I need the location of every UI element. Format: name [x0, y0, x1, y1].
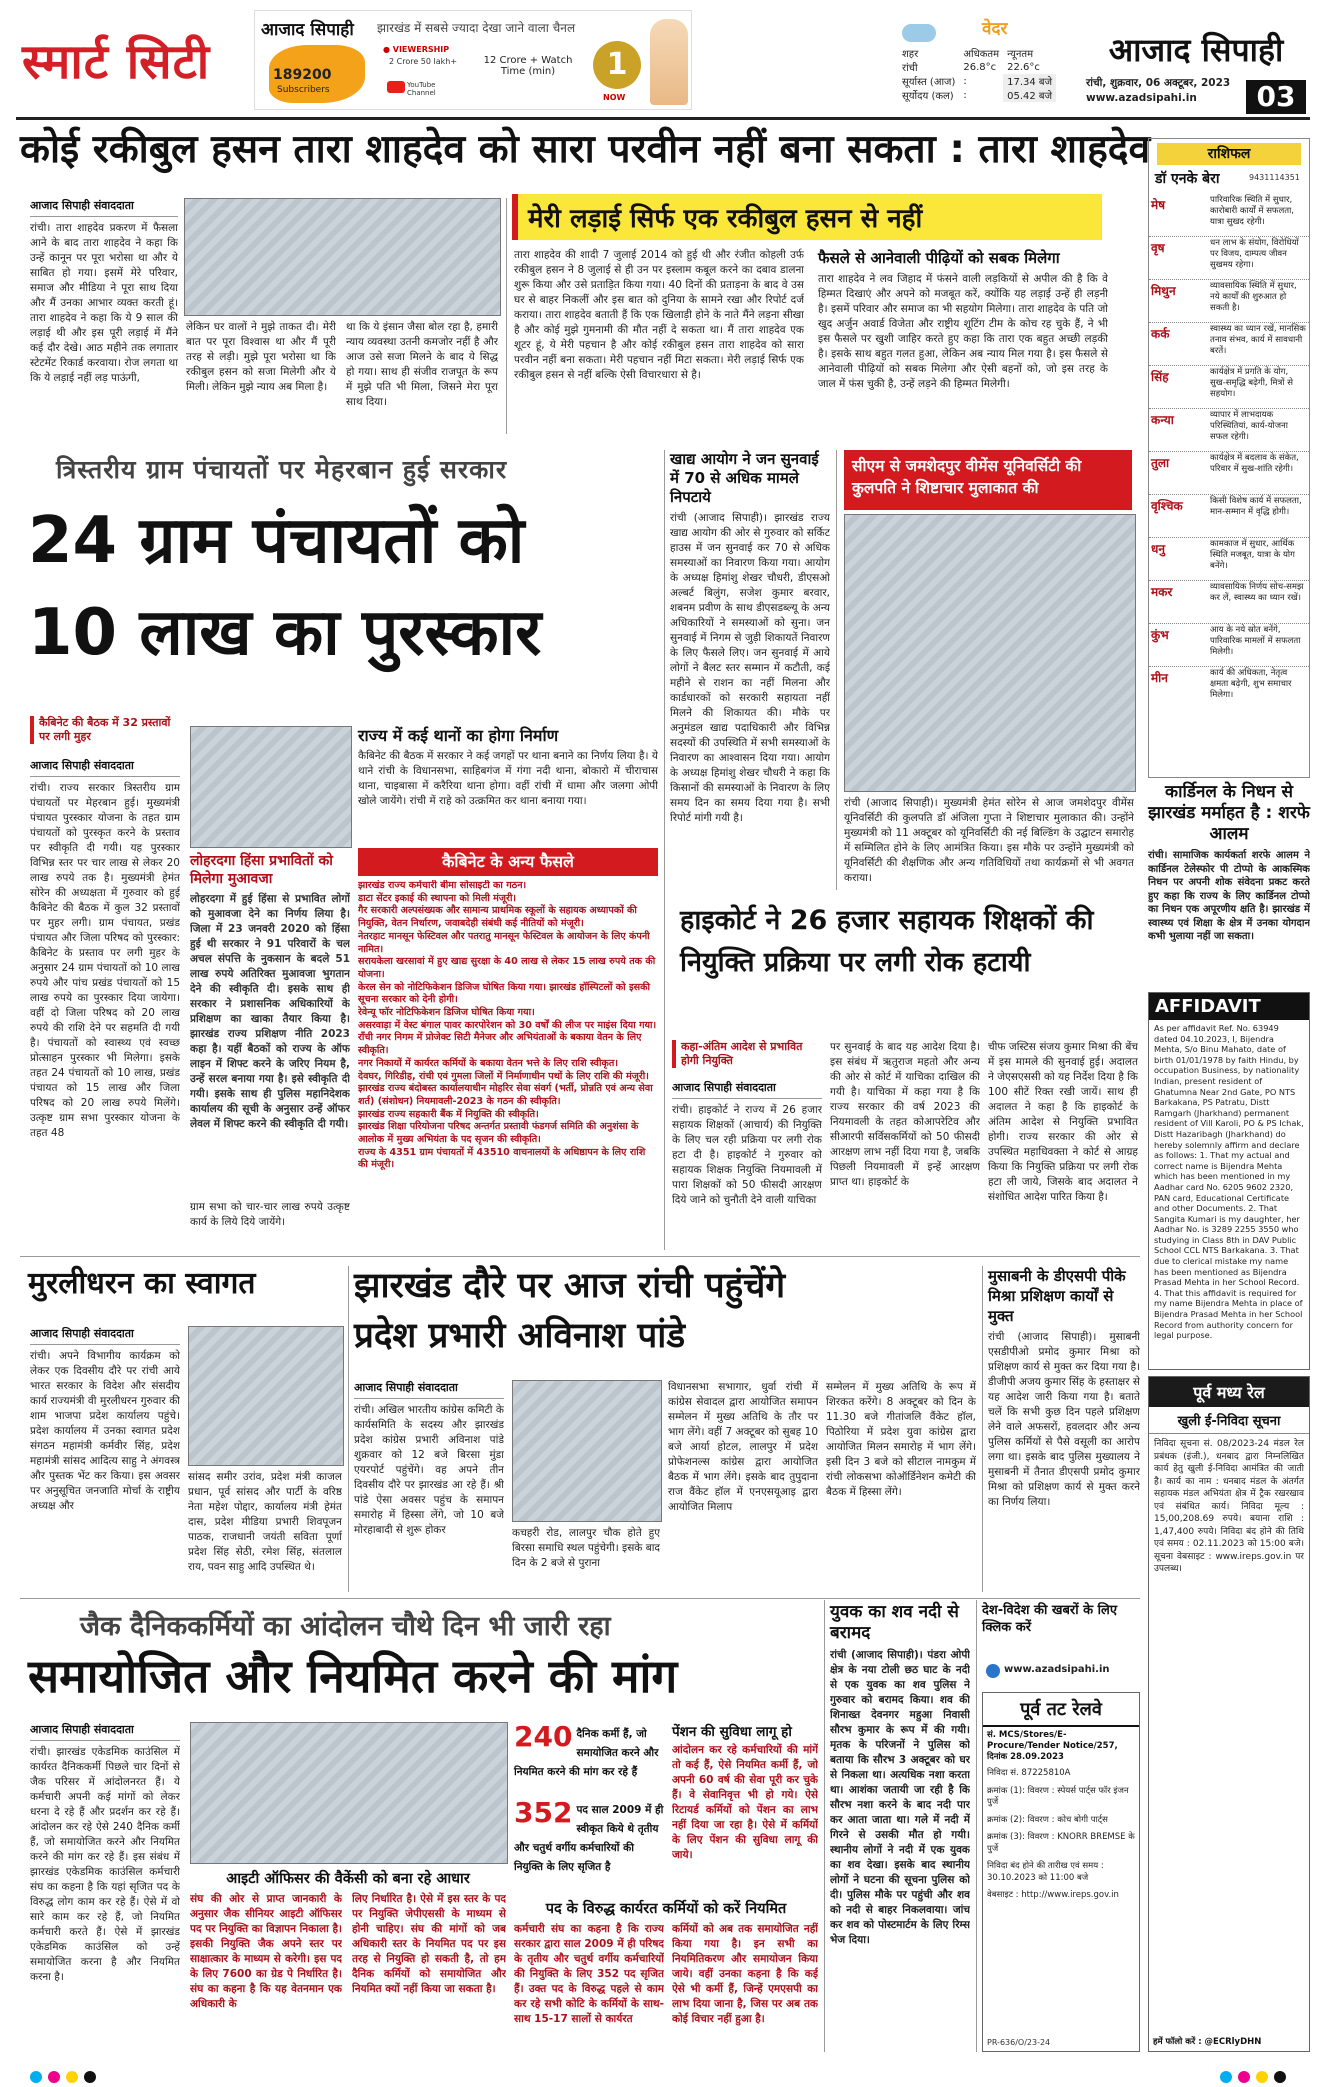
decision-item: नगर निकायों में कार्यरत कर्मियों के बकाया वेतन भत्ते के लिए राशि स्वीकृत।	[358, 1057, 618, 1069]
tender-line: निविदा बंद होने की तारीख एवं समय : 30.10.2023 को 11:00 बजे	[987, 1861, 1104, 1883]
pension-box	[672, 1722, 818, 1892]
sign-text: पारिवारिक स्थिति में सुधार, कारोबारी कार्यों में सफलता, यात्रा सुखद रहेगी।	[1210, 195, 1295, 227]
sign-text: आय के नये स्रोत बनेंगे, पारिवारिक मामलों में सफलता मिलेगी।	[1210, 625, 1301, 657]
weather-cell: 17.34 बजे	[1003, 74, 1056, 88]
sign-name: मकर	[1151, 585, 1173, 599]
tender-line[interactable]: वेबसाइट : http://www.ireps.gov.in	[987, 1890, 1119, 1900]
byline: आजाद सिपाही संवाददाता	[30, 198, 178, 217]
musabani-story	[988, 1266, 1140, 1592]
tender-ncr	[1148, 1376, 1310, 2052]
decision-item: डाटा सेंटर इकाई की स्थापना को मिली मंजूरी।	[358, 892, 517, 904]
story1-col4: तारा शाहदेव की शादी 7 जुलाई 2014 को हुई थी और रंजीत कोहली उर्फ रकीबुल हसन ने 8 जुलाई से ही उन पर इस्लाम कबूल करने का दबाव डालना शुरू किया और उसे प्रताड़ित किया गया। 40 दिनों की प्रताड़ना के बाद वे उस घर से बाहर निकलीं और इस बात को दुनिया के सामने रखा और रिपोर्ट दर्ज कराया। तारा शाहदेव बताती हैं कि एक खिलाड़ी होने के नाते मैंने लड़ना सीखा है और कोई मुझे गुमनामी की मौत नहीं दे सकता था। मैं तारा शाहदेव एक शूटर हूं, ये मेरी पहचान है और कोई रकीबुल हसन तारा शाहदेव को सारा परवीन नहीं बना सकता। मेरी पहचान नहीं मिटा सकता। मेरी लड़ाई सिर्फ एक रकीबुल हसन से नहीं बल्कि ऐसी विचारधारा से है।	[514, 249, 804, 381]
decision-item: सरायकेला खरसावां में हुए खाद्य सुरक्षा के 40 लाख से लेकर 15 लाख रुपये तक की योजना।	[358, 956, 656, 980]
ad-youtube: YouTube Channel	[407, 81, 436, 97]
header-rule	[16, 117, 1310, 120]
stat1-text: दैनिक कर्मी हैं, जो समायोजित करने और नियमित करने की मांग कर रहे हैं	[514, 1728, 659, 1778]
tender-line: क्रमांक (2): विवरण : कोच बोगी पार्ट्स	[987, 1814, 1108, 1825]
rashifal-box	[1148, 138, 1310, 778]
thana-head: राज्य में कई थानों का होगा निर्माण	[358, 726, 559, 745]
post-col2: कर्मियों को अब तक समायोजित नहीं किया गया है। इन सभी का नियमितिकरण और समायोजन किया जाये। वहीं उनका कहना है कि कई ऐसे भी कर्मी हैं, जिन्हें एमएसपी का लाभ दिया जाना है, जिस पर अब तक कोई विचार नहीं हुआ है।	[672, 1923, 818, 2025]
musabani-text: रांची (आजाद सिपाही)। मुसाबनी एसडीपीओ प्रमोद कुमार मिश्रा को प्रशिक्षण कार्य से मुक्त कर दिया गया है। डीजीपी अजय कुमार सिंह के हस्ताक्षर से यह आदेश जारी किया गया है। बताते चलें कि सभी कुछ दिन पहले प्रशिक्षण लेने वाले अफसरों, हवलदार और अन्य पुलिस कर्मियों से पैसे वसूली का आरोप लगा था। इसके बाद पुलिस मुख्यालय ने मुसाबनी में तैनात डीएसपी प्रमोद कुमार मिश्रा को प्रशिक्षण कार्य से मुक्त करने का निर्णय लिया।	[988, 1331, 1140, 1508]
hc-text-1: रांची। हाइकोर्ट ने राज्य में 26 हजार सहायक शिक्षकों (आचार्य) की नियुक्ति के लिए चल रही प्रक्रिया पर लगी रोक हटा दी है। हाइकोर्ट ने गुरुवार को सहायक शिक्षक नियुक्ति नियमावली में पारा शिक्षकों को 50 फीसदी आरक्षण दिये जाने को चुनौती देने वाली याचिका	[672, 1104, 822, 1206]
sign-text: व्यावसायिक स्थिति में सुधार, नये कार्यों की शुरुआत हो सकती है।	[1210, 281, 1297, 313]
jack-headline: समायोजित और नियमित करने की मांग	[28, 1649, 678, 1703]
tender-line: क्रमांक (3): विवरण : KNORR BREMSE के पुर्जे	[987, 1832, 1135, 1854]
decision-item: झारखंड शिक्षा परियोजना परिषद अन्तर्गत प्रस्तावी फंडगर्ज समिति की अनुशंसा के आलोक में मुख्य अभियंता के पद सृजन की स्वीकृति।	[358, 1121, 639, 1146]
story1-text: रांची। तारा शाहदेव प्रकरण में फैसला आने के बाद तारा शाहदेव ने कहा कि उन्हें कानून पर पूरा भरोसा था और ये साबित हो गया। इसमें मेरे परिवार, समाज और मीडिया ने पूरा साथ दिया और मैं उनका आभार व्यक्त करती हूं। तारा शाहदेव ने कहा कि ये 9 साल की लड़ाई थी और इस पूरी लड़ाई में मैंने कई दौर देखे। आठ महीने तक लगातार स्टेटमेंट रिकार्ड करवाया। रोज लगता था कि ये लड़ाई नहीं लड़ पाऊंगी,	[30, 222, 178, 384]
pension-head: पेंशन की सुविधा लागू हो	[672, 1724, 792, 1740]
reg-mark-yellow	[1256, 2071, 1268, 2083]
sign-row	[1149, 623, 1309, 667]
murlidhar-col2: सांसद समीर उरांव, प्रदेश मंत्री काजल प्रधान, पूर्व सांसद और पार्टी के वरिष्ठ नेता महेश पोद्दार, कार्यालय मंत्री हेमंत दास, प्रदेश मीडिया प्रभारी शिवपूजन पाठक, राजधानी जयंती सविता पूर्णा प्रदेश सिंह सेठी, रमेश सिंह, संतलाल राय, पवन साहु आदि उपस्थित थे।	[188, 1471, 342, 1573]
panchayat-headline-1: 24 ग्राम पंचायतों को	[28, 504, 525, 578]
weather-cell: सूर्योदय (कल)	[902, 91, 954, 102]
sign-name: मिथुन	[1151, 284, 1176, 298]
tender-ncr-title: पूर्व मध्य रेल	[1149, 1377, 1309, 1407]
hc-text-3: चीफ जस्टिस संजय कुमार मिश्रा की बेंच में इस मामले की सुनवाई हुई। अदालत ने जेएसएससी को यह निर्देश दिया है कि 100 सीटें रिक्त रखी जायें। साथ ही अदालत ने कहा है कि हाइकोर्ट के अंतिम आदेश से नियुक्ति प्रभावित होगी। राज्य सरकार की ओर से उपस्थित महाधिवक्ता ने कोर्ट से आग्रह किया कि नियुक्ति प्रक्रिया पर लगी रोक हटा ली जाये, जिसके बाद अदालत ने संशोधित आदेश पारित किया है।	[988, 1041, 1138, 1203]
promo-text: देश-विदेश की खबरों के लिए क्लिक करें	[982, 1603, 1118, 1635]
panchayat-col1	[30, 758, 180, 1248]
divider	[20, 1598, 1140, 1599]
smart-city-logo: स्मार्ट सिटी	[22, 34, 211, 90]
weather-table	[898, 46, 1056, 102]
divider	[20, 1256, 1140, 1257]
panchayat-col2: ग्राम सभा को चार-चार लाख रुपये उत्कृष्ट कार्य के लिये दिये जायेंगे।	[190, 1201, 350, 1228]
photo-tara-shahdev	[184, 198, 501, 316]
sign-text: व्यावसायिक निर्णय सोच-समझ कर लें, स्वास्थ्य का ध्यान रखें।	[1210, 582, 1304, 603]
food-text: रांची (आजाद सिपाही)। झारखंड राज्य खाद्य आयोग की ओर से गुरुवार को सर्किट हाउस में जन सुनवाई कर 70 से अधिक समस्याओं का निवारण किया गया। आयोग के अध्यक्ष हिमांशु शेखर चौधरी, डीएसओ अल्बर्ट बिलुंग, सजेश कुमार बरवार, शबनम प्रवीण के साथ डीएसडब्ल्यू के अन्य अधिकारियों ने समस्याओं को सुना। जन सुनवाई में निगम से जुड़ी शिकायतें निवारण के लिए फैसले लिए। जन सुनवाई में आये लोगों ने बैलट स्तर सम्मान में कटौती, कई महीने से राशन का नहीं मिलना और कार्डधारकों को सरकारी सहायता नहीं मिलने की शिकायत की। मौके पर अनुमंडल खाद्य पदाधिकारी और विभिन्न सदस्यों की उपस्थिति में सभी समस्याओं के निवारण का आश्वासन दिया गया। आयोग के अध्यक्ष हिमांशु शेखर चौधरी ने कहा कि किसानों की समस्याओं के निवारण के लिए समय दिन का समय दिया गया है। सभी रिपोर्ट मांगी गयी है।	[670, 512, 830, 824]
promo-url[interactable]: www.azadsipahi.in	[1004, 1664, 1110, 1675]
sign-row	[1149, 537, 1309, 581]
affidavit-text: As per affidavit Ref. No. 63949 dated 04.10.2023, I, Bijendra Mehta, S/o Binu Mahato, date of birth 01/01/1978 by faith Hindu, by occupation Business, by nationality Indian, present resident of Ghatumna Near 2nd Gate, PO NTS Barkakana, PS Patratu, Distt Ramgarh (Jharkhand) permanent resident of Vill Karoli, PO & PS Ichak, Distt Hazaribagh (Jharkhand) do hereby solemnly affirm and declare as follows: 1. That my actual and correct name is Bijendra Mehta which has been mentioned in my Aadhar card No. 6205 9602 2320, PAN card, Educational Certificate and other Documents. 2. That Sangita Kumari is my daughter, her Aadhar No. is 3289 2255 3550 who studying in Class 8th in DAV Public School CCL NTS Barkakana. 3. That due to clerical mistake my name has been mentioned as Bijendra Prasad Mehta in her School Record. 4. That this affidavit is required for my name Bijendra Mehta in place of Bijendra Prasad Mehta in her School Record from authority concern for legal purpose.	[1154, 1023, 1304, 1341]
divider	[976, 1600, 977, 2052]
photo-murlidhar	[188, 1326, 344, 1466]
panchayat-text: रांची। राज्य सरकार त्रिस्तरीय ग्राम पंचायतों पर मेहरबान हुई। मुख्यमंत्री पंचायत पुरस्कार योजना के तहत ग्राम पंचायतों को पुरस्कृत करने के प्रस्ताव पर स्वीकृति दी गयी। यह पुरस्कार विभिन्न स्तर पर चार लाख से लेकर 20 लाख रुपये तक है। मुख्यमंत्री हेमंत सोरेन की अध्यक्षता में गुरुवार को हुई कैबिनेट की बैठक में कुल 32 प्रस्तावों पर मुहर लगी। ग्राम पंचायत, प्रखंड पंचायत और जिला परिषद को पुरस्कार: कैबिनेट के प्रस्ताव पर लगी मुहर के अनुसार 24 ग्राम पंचायतों को 10 लाख रुपये और पांच प्रखंड पंचायतों को 15 लाख रुपये का पुरस्कार दिया जायेगा। वहीं दो जिला परिषद को 20 लाख रुपये की राशि देने पर सहमति दी गयी है। पंचायतों को स्वास्थ्य एवं स्वच्छ प्रोत्साहन पुरस्कार भी मिलेगा। इसके तहत 24 पंचायतों को 10 लाख, प्रखंड पंचायत को 15 लाख और जिला परिषद को 20 लाख रुपये मिलेंगे। उत्कृष्ट ग्राम सभा पुरस्कार योजना के तहत 48	[30, 782, 180, 1139]
sign-name: वृष	[1151, 241, 1165, 255]
thana-box	[358, 724, 658, 842]
sign-name: धनु	[1151, 542, 1166, 556]
post-head: पद के विरुद्ध कार्यरत कर्मियों को करें नियमित	[545, 1901, 787, 1917]
story1-col5-head: फैसले से आनेवाली पीढ़ियों को सबक मिलेगा	[818, 249, 1060, 267]
story1-subhead-box	[512, 194, 1102, 240]
sign-row	[1149, 279, 1309, 323]
date-line: रांची, शुक्रवार, 06 अक्टूबर, 2023	[1086, 77, 1231, 89]
decision-item: झारखंड राज्य सहकारी बैंक में नियुक्ति की स्वीकृति।	[358, 1108, 539, 1120]
divider	[836, 450, 837, 890]
byline: आजाद सिपाही संवाददाता	[30, 1722, 180, 1741]
sign-text: कार्यक्षेत्र में बदलाव के संकेत, परिवार में सुख-शांति रहेगी।	[1210, 453, 1299, 474]
sign-text: व्यापार में लाभदायक परिस्थितियां, कार्य-योजना सफल रहेगी।	[1210, 410, 1288, 442]
tender-line: निविदा सं. 87225810A	[987, 1768, 1071, 1778]
decision-item: नेतरहाट मानसून फेस्टिवल और पतरातु मानसून फेस्टिवल के आयोजन के लिए कंपनी नामित।	[358, 930, 650, 955]
lohardaga-box	[190, 852, 350, 1192]
ad-person	[650, 19, 688, 105]
tender-line: क्रमांक (1): विवरण : स्पेयर्स पार्ट्स फॉर इंजन पुर्जे	[987, 1785, 1129, 1807]
main-headline: कोई रकीबुल हसन तारा शाहदेव को सारा परवीन नहीं बना सकता : तारा शाहदेव	[20, 127, 1151, 172]
story1-col5	[818, 248, 1108, 434]
it-col2: लिए निर्धारित है। ऐसे में इस स्तर के पद पर नियुक्ति जेपीएससी के माध्यम से होनी चाहिए। संघ की मांगों को जब अधिकारी स्तर के नियमित पद पर इस तरह से नियुक्ति हो सकती है, तो हम दैनिक कर्मियों को समायोजित और नियमित क्यों नहीं किया जा सकता है।	[352, 1893, 506, 1995]
story1-sub-headline: मेरी लड़ाई सिर्फ एक रकीबुल हसन से नहीं	[528, 204, 923, 234]
story1-col3: था कि ये इंसान जैसा बोल रहा है, हमारी न्याय व्यवस्था उतनी कमजोर नहीं है और आज उसे सजा मिलने के बाद ये सिद्ध हो गया। साथ ही संजीव राजपूत के रूप में मुझे पति भी मिला, जिसने मेरा पूरा साथ दिया।	[346, 321, 498, 408]
ad-rank-badge	[593, 41, 641, 89]
avinash-headline-2: प्रदेश प्रभारी अविनाश पांडे	[354, 1316, 686, 1356]
jack-text: रांची। झारखंड एकेडमिक काउंसिल में कार्यरत दैनिककर्मी पिछले चार दिनों से जैक परिसर में आंदोलनरत हैं। ये कर्मचारी अपनी कई मांगों को लेकर धरना दे रहे हैं और प्रदर्शन कर रहे हैं। आंदोलन कर रहे ऐसे 240 दैनिक कर्मी हैं, जो समायोजित करने और नियमित करने की मांग कर रहे हैं। इस संबंध में झारखंड एकेडमिक काउंसिल कर्मचारी संघ का कहना है कि यहां सृजित पद के विरुद्ध लोग काम कर रहे हैं। ऐसे में वो सारे काम कर रहे हैं, जो नियमित कर्मचारी करते हैं। ऐसे में झारखंड एकेडमिक काउंसिल को उन्हें समायोजित करना है और नियमित करना है।	[30, 1746, 180, 1983]
musabani-headline: मुसाबनी के डीएसपी पीके मिश्रा प्रशिक्षण कार्यों से मुक्त	[988, 1267, 1126, 1325]
sign-row	[1149, 451, 1309, 495]
reg-mark-black	[84, 2071, 96, 2083]
sign-name: वृश्चिक	[1151, 499, 1183, 513]
divider	[664, 450, 665, 1250]
weather-title: वेदर	[982, 19, 1008, 39]
sign-text: कार्यक्षेत्र में प्रगति के योग, सुख-समृद्धि बढ़ेगी, मित्रों से सहयोग।	[1210, 367, 1293, 399]
reg-mark-black	[1274, 2071, 1286, 2083]
stat2-number: 352	[514, 1796, 573, 1829]
ad-watch: 12 Crore + Watch Time (min)	[483, 55, 573, 77]
other-decisions-list	[358, 880, 658, 1246]
globe-icon	[986, 1664, 1000, 1678]
avinash-col1	[354, 1380, 504, 1592]
avinash-text-1: रांची। अखिल भारतीय कांग्रेस कमिटी के कार्यसमिति के सदस्य और झारखंड प्रदेश कांग्रेस प्रभारी अविनाश पांडे शुक्रवार को 12 बजे बिरसा मुंडा एयरपोर्ट पहुंचेंगे। वह अपने तीन दिवसीय दौरे पर झारखंड आ रहे हैं। श्री पांडे ऐसा अवसर पहुंच के समापन समारोह में हिस्सा लेंगे, जो 10 बजे मोरहाबादी से शुरू होकर	[354, 1404, 504, 1536]
ad-tagline: झारखंड में सबसे ज्यादा देखा जाने वाला चैनल	[377, 21, 576, 35]
photo-cm-meeting	[844, 514, 1136, 792]
lohardaga-head: लोहरदगा हिंसा प्रभावितों को मिलेगा मुआवजा	[190, 853, 333, 887]
it-head: आइटी ऑफिसर की वैकेंसी को बना रहे आधार	[226, 1871, 470, 1887]
weather-row	[898, 60, 1056, 74]
sign-row	[1149, 408, 1309, 452]
weather-header: शहर	[902, 49, 919, 60]
tender-ncr-subtitle: खुली ई-निविदा सूचना	[1149, 1407, 1309, 1434]
reg-mark-cyan	[1220, 2071, 1232, 2083]
masthead: आजाद सिपाही	[1108, 31, 1284, 69]
weather-cell: सूर्यास्त (आज)	[902, 77, 956, 88]
tender-ecr	[982, 1692, 1140, 2052]
ad-rank: 1	[606, 47, 628, 82]
decision-item: राज्य के 4351 ग्राम पंचायतों में 43510 वाचनालयों के अधिष्ठापन के लिए राशि की मंजूरी।	[358, 1146, 646, 1171]
weather-header: न्यूनतम	[1007, 49, 1034, 60]
decision-item: देवघर, गिरिडीह, रांची एवं गुमला जिलों में निर्माणाधीन पथों के लिए राशि की मंजूरी।	[358, 1070, 649, 1082]
youtube-icon	[387, 81, 405, 93]
youth-story	[830, 1602, 970, 2052]
affidavit-box	[1148, 992, 1310, 1370]
divider	[824, 1600, 825, 2052]
photo-jack-protest	[190, 1722, 508, 1864]
weather-cell: रांची	[902, 63, 918, 74]
sign-row	[1149, 494, 1309, 538]
thana-text: कैबिनेट की बैठक में सरकार ने कई जगहों पर थाना बनाने का निर्णय लिया है। ये थाने रांची के विधानसभा, साहिबगंज में गंगा नदी थाना, बोकारो में चीराचास थाना, चाइबासा में करैरिया थाना होगा। वहीं रांची में धामा और जलगा ओपी खोले जायेंगे। रांची में राहे को उत्क्रमित कर थाना बनाया गया।	[358, 750, 658, 807]
weather-cell: :	[963, 89, 967, 101]
sign-name: कर्क	[1151, 327, 1170, 341]
tender-ecr-title: पूर्व तट रेलवे	[983, 1693, 1139, 1727]
tender-ecr-ref: सं. MCS/Stores/E-Procure/Tender Notice/257, दिनांक 28.09.2023	[987, 1730, 1118, 1762]
jack-col1	[30, 1722, 180, 2052]
weather-header: अधिकतम	[963, 49, 1000, 60]
weather-cell: 22.6°c	[1007, 61, 1040, 73]
sign-row	[1149, 193, 1309, 237]
food-story	[670, 450, 830, 884]
hc-text-2: पर सुनवाई के बाद यह आदेश दिया है। इस संबंध में ऋतुराज महतो और अन्य की ओर से कोर्ट में याचिका दाखिल की गयी है। याचिका में कहा गया है कि राज्य सरकार की वर्ष 2023 की नियमावली के तहत कोआपरेटिव और सीआरपी सर्विसकर्मियों को 50 फीसदी आरक्षण लाभ नहीं दिया गया है, जबकि पिछली नियमावली में इन्हें आरक्षण प्राप्त था। हाइकोर्ट के	[830, 1041, 980, 1188]
tender-ecr-footer: PR-636/O/23-24	[987, 2038, 1051, 2047]
avinash-text-2: कचहरी रोड, लालपुर चौक होते हुए बिरसा समाधि स्थल पहुंचेगी। इसके बाद दिन के 2 बजे से पुराना	[512, 1527, 660, 1569]
sign-name: मीन	[1151, 671, 1168, 685]
sign-row	[1149, 580, 1309, 624]
sign-name: सिंह	[1151, 370, 1169, 384]
lohardaga-text: लोहरदगा में हुई हिंसा से प्रभावित लोगों को मुआवजा देने का निर्णय लिया है। जिला में 23 जनवरी 2020 को हिंसा हुई थी सरकार ने 91 परिवारों के चल अचल संपत्ति के नुकसान के बदले 51 लाख रुपये अतिरिक्त मुआवजा भुगतान देने की स्वीकृति दी। इसके साथ ही सरकार ने प्रशासनिक अधिकारियों के प्रशिक्षण का खाका तैयार किया है। झारखंड राज्य प्रशिक्षण नीति 2023 कहा है। यहीं बैठकों को राज्य के ऑफ लाइन में शिफ्ट करने के जरिए नियम है, उन्हें सरल बनाया गया है। इसे स्वीकृति दी गयी। इसके साथ ही पुलिस महानिदेशक कार्यालय की सूची के अनुसार उन्हें ऑफर लेवल में शिफ्ट करने की स्वीकृति दी गयी।	[190, 893, 350, 1130]
byline: आजाद सिपाही संवाददाता	[30, 1326, 180, 1345]
decision-item: गैर सरकारी अल्पसंख्यक और सामान्य प्राथमिक स्कूलों के सहायक अध्यापकों की नियुक्ति, वेतन निर्धारण, जवाबदेही संबंधी कई नीतियों को मंजूरी।	[358, 905, 637, 930]
weather-cell: 26.8°c	[963, 61, 997, 73]
affidavit-title: AFFIDAVIT	[1149, 993, 1309, 1020]
youth-text: रांची (आजाद सिपाही)। पंडरा ओपी क्षेत्र के नया टोली छठ घाट के नदी से एक युवक का शव पुलिस ने गुरुवार को बरामद किया। शव की शिनाख्त देवनगर महुआ निवासी सौरभ कुमार के रूप में की गयी। मृतक के परिजनों ने पुलिस को बताया कि सौरभ 3 अक्टूबर को घर से निकला था। अत्यधिक नशा करता था। आशंका जतायी जा रही है कि सौरभ नशा करने के बाद नदी पार कर आता जाता था। गले में नदी में गिरने से उसकी मौत हो गयी। स्थानीय लोगों ने नदी में एक युवक का शव देखा। इसके बाद स्थानीय लोगों ने घटना की सूचना पुलिस को दी। पुलिस मौके पर पहुंची और शव को नदी से बाहर निकलवाया। जांच कर शव को पोस्टमार्टम के लिए रिम्स भेज दिया।	[830, 1649, 970, 1946]
reg-mark-cyan	[30, 2071, 42, 2083]
weather-icon	[902, 24, 936, 42]
avinash-text-4: सम्मेलन में मुख्य अतिथि के रूप में शिरकत करेंगे। 8 अक्टूबर को दिन के 11.30 बजे गीतांजलि वैंकेट हॉल, पिठोरिया में प्रदेश युवा कांग्रेस द्वारा आयोजित मिलन समारोह में भाग लेंगे। इसी दिन 3 बजे को सीटाल नामकुम में रांची लोकसभा कोऑर्डिनेशन कमेटी की बैठक में हिस्सा लेंगे।	[826, 1381, 976, 1498]
weather-cell: 05.42 बजे	[1003, 88, 1056, 102]
sign-row	[1149, 666, 1309, 709]
stat-box-1	[514, 1722, 664, 1792]
rashifal-astrologer: डॉ एनके बेरा	[1155, 171, 1220, 187]
sign-name: तुला	[1151, 456, 1170, 470]
other-decisions-head: कैबिनेट के अन्य फैसले	[358, 848, 658, 876]
ad-brand: आजाद सिपाही	[261, 20, 354, 40]
sign-name: कन्या	[1151, 413, 1174, 427]
sign-text: धन लाभ के संयोग, विरोधियों पर विजय, दाम्पत्य जीवन सुखमय रहेगा।	[1210, 238, 1299, 270]
decision-item: असरवाड़ा में वेस्ट बंगाल पावर कारपोरेशन को 30 वर्षों की लीज पर माइंस दिया गया।	[358, 1019, 657, 1031]
sign-text: कामकाज में सुधार, आर्थिक स्थिति मजबूत, यात्रा के योग बनेंगे।	[1210, 539, 1295, 571]
story1-col2: लेकिन घर वालों ने मुझे ताकत दी। मेरी बात पर पूरा विश्वास था और मैं पूरी तरह से लड़ी। मुझे पूरा भरोसा था कि रकीबुल हसन को सजा मिलेगी और ये मिली। लेकिन मुझे न्याय अब मिला है।	[186, 321, 336, 393]
cardinal-headline: कार्डिनल के निधन से झारखंड मर्माहत है : शरफे आलम	[1148, 782, 1310, 844]
story1-col5-text: तारा शाहदेव ने लव जिहाद में फंसने वाली लड़कियों से अपील की है कि वे हिम्मत दिखाएं और अपने को मजबूत करें, क्योंकि यह लड़ाई उन्हें ही लड़नी है। इसमें परिवार और समाज का भी सहयोग मिलेगा। तारा शाहदेव के पति जो खुद अर्जुन अवार्ड विजेता और राष्ट्रीय शूटिंग टीम के कोच रह चुके हैं, ने भी इस फैसले पर खुशी जाहिर करते हुए कहा कि तारा एक बहुत अच्छी लड़की है। इसके साथ बहुत गलत हुआ, लेकिन अब न्याय मिल गया है। इस फैसले से आनेवाली पीढ़ियों को सबक मिलेगा और ऐसी बहनों को, जो इस तरह के जाल में फंस चुकी है, उन्हें लड़ने की हिम्मत मिलेगी।	[818, 273, 1108, 390]
ad-subscribers: 189200	[273, 67, 332, 83]
ad-viewership: ● VIEWERSHIP	[383, 45, 450, 54]
divider	[982, 1266, 983, 1592]
jack-kicker: जैक दैनिककर्मियों का आंदोलन चौथे दिन भी जारी रहा	[80, 1611, 611, 1642]
rashifal-title: राशिफल	[1157, 143, 1301, 165]
stat1-number: 240	[514, 1720, 573, 1753]
sign-row	[1149, 236, 1309, 280]
hc-col1	[672, 1080, 822, 1248]
panchayat-kicker: त्रिस्तरीय ग्राम पंचायतों पर मेहरबान हुई सरकार	[56, 455, 508, 484]
registration-marks-left	[30, 2068, 102, 2087]
decision-item: झारखंड राज्य कर्मचारी बीमा सोसाइटी का गठन।	[358, 880, 527, 891]
byline: आजाद सिपाही संवाददाता	[672, 1080, 822, 1099]
food-headline: खाद्य आयोग ने जन सुनवाई में 70 से अधिक मामले निपटाये	[670, 450, 819, 506]
ad-viewership-value: 2 Crore 50 lakh+	[389, 57, 458, 66]
weather-header-row	[898, 46, 1056, 60]
sign-text: किसी विशेष कार्य में सफलता, मान-सम्मान में वृद्धि होगी।	[1210, 496, 1302, 517]
photo-avinash-pandey	[512, 1380, 662, 1522]
decision-item: रेवेन्यू फॉर नोटिफिकेशन डिजिज घोषित किया गया।	[358, 1007, 535, 1019]
decision-item: केरल सेन को नोटिफिकेशन डिजिज घोषित किया गया। झारखंड हॉस्पिटलों को इसकी सूचना सरकार को देनी होगी।	[358, 981, 651, 1006]
panchayat-headline-2: 10 लाख का पुरस्कार	[28, 596, 542, 670]
channel-ad[interactable]	[254, 10, 692, 110]
rashifal-list	[1149, 193, 1309, 713]
sign-row	[1149, 322, 1309, 366]
rashifal-phone: 9431114351	[1249, 173, 1300, 182]
cm-headline: सीएम से जमशेदपुर वीमेंस यूनिवर्सिटी की कुलपति ने शिष्टाचार मुलाकात की	[852, 457, 1082, 497]
stat-box-2	[514, 1798, 664, 1892]
pension-text: आंदोलन कर रहे कर्मचारियों की मांगें तो कई हैं, ऐसे नियमित कर्मी हैं, जो अपनी 60 वर्ष की सेवा पूरी कर चुके हैं। वे सेवानिवृत्त भी हो गये। ऐसे रिटायर्ड कर्मियों को पेंशन का लाभ नहीं दिया जा रहा है। ऐसे में कर्मियों के लिए पेंशन की सुविधा लागू की जाये।	[672, 1744, 818, 1861]
tender-ncr-footer: हमें फॉलो करें : @ECRlyDHN	[1153, 2037, 1262, 2047]
byline: आजाद सिपाही संवाददाता	[354, 1380, 504, 1399]
panchayat-tag: कैबिनेट की बैठक में 32 प्रस्तावों पर लगी मुहर	[30, 716, 180, 744]
decision-item: झारखंड राज्य बंदोबस्त कार्यालयाधीन मोहरिर सेवा संवर्ग (भर्ती, प्रोन्नति एवं अन्य सेवा शर्त) (संशोधन) नियमावली-2023 के गठन की स्वीकृति।	[358, 1083, 653, 1107]
cardinal-story	[1148, 782, 1310, 987]
divider	[348, 1266, 349, 1592]
weather-box	[898, 20, 1062, 108]
website[interactable]: www.azadsipahi.in	[1086, 92, 1197, 104]
registration-marks-right	[1220, 2068, 1292, 2087]
page-number: 03	[1246, 80, 1306, 114]
sign-name: कुंभ	[1151, 628, 1169, 642]
weather-row	[898, 88, 1056, 102]
avinash-text-3: विधानसभा सभागार, धुर्वा रांची में कांग्रेस सेवादल द्वारा आयोजित समापन सम्मेलन में मुख्य अतिथि के तौर पर भाग लेंगे। वहीं 7 अक्टूबर को सुबह 10 बजे आर्या होटल, लालपुर में प्रदेश प्रोफेशनल्स कांग्रेस द्वारा आयोजित बैठक में भाग लेंगे। इसके बाद तुपुदाना राज वैंकेट हॉल में एनएसयूआइ द्वारा आयोजित मिलाप	[668, 1381, 818, 1513]
hc-headline: हाइकोर्ट ने 26 हजार सहायक शिक्षकों की नियुक्ति प्रक्रिया पर लगी रोक हटायी	[680, 905, 1094, 978]
photo-hemant-soren	[190, 726, 352, 848]
tender-ncr-text: निविदा सूचना सं. 08/2023-24 मंडल रेल प्रबंधक (इंजी.), धनबाद द्वारा निम्नलिखित कार्य हेतु खुली ई-निविदा आमंत्रित की जाती है। कार्य का नाम : धनबाद मंडल के अंतर्गत सहायक मंडल अभियंता क्षेत्र में ट्रैक रखरखाव एवं संबंधित कार्य। निविदा मूल्य : 15,00,208.69 रुपये। बयाना राशि : 1,47,400 रुपये। निविदा बंद होने की तिथि एवं समय : 02.11.2023 को 15:00 बजे। सूचना वेबसाइट : www.ireps.gov.in पर उपलब्ध।	[1154, 1439, 1304, 1574]
byline: आजाद सिपाही संवाददाता	[30, 758, 180, 777]
murlidhar-text: रांची। अपने विभागीय कार्यक्रम को लेकर एक दिवसीय दौरे पर रांची आये भारत सरकार के विदेश और संसदीय कार्य राज्यमंत्री वी मुरलीधरन गुरुवार की शाम भाजपा प्रदेश कार्यालय पहुंचे। प्रदेश कार्यालय में उनका स्वागत प्रदेश संगठन महामंत्री कर्मवीर सिंह, प्रदेश महामंत्री सांसद आदित्य साहु ने अंगवस्त्र और पुस्तक भेंट कर किया। इस अवसर पर अनुसूचित जनजाति मोर्चा के राष्ट्रीय अध्यक्ष और	[30, 1350, 180, 1512]
reg-mark-magenta	[48, 2071, 60, 2083]
hc-tag: कहा-अंतिम आदेश से प्रभावित होगी नियुक्ति	[672, 1040, 822, 1068]
avinash-headline-1: झारखंड दौरे पर आज रांची पहुंचेंगे	[354, 1266, 786, 1306]
stat2-text: पद साल 2009 में ही स्वीकृत किये थे तृतीय और चतुर्थ वर्गीय कर्मचारियों की नियुक्ति के लिए सृजित है	[514, 1804, 664, 1873]
weather-row	[898, 74, 1056, 88]
reg-mark-magenta	[1238, 2071, 1250, 2083]
ad-rank-note: NOW	[603, 93, 626, 102]
murlidhar-col1	[30, 1326, 180, 1592]
cm-text: रांची (आजाद सिपाही)। मुख्यमंत्री हेमंत सोरेन से आज जमशेदपुर वीमेंस यूनिवर्सिटी की कुलपति डॉ अंजिला गुप्ता ने शिष्टाचार मुलाकात की। उन्होंने मुख्यमंत्री को 11 अक्टूबर को यूनिवर्सिटी की नई बिल्डिंग के उद्घाटन समारोह में सम्मिलित होने के लिए आमंत्रित किया। इस मौके पर उन्होंने मुख्यमंत्री को यूनिवर्सिटी की शैक्षणिक और अन्य गतिविधियों तथा कार्यक्रमों से भी अवगत कराया।	[844, 797, 1134, 884]
sign-row	[1149, 365, 1309, 409]
murlidhar-headline: मुरलीधरन का स्वागत	[28, 1266, 256, 1301]
cm-headline-box	[844, 450, 1132, 510]
header	[0, 0, 1325, 112]
divider	[506, 198, 507, 434]
sign-text: स्वास्थ्य का ध्यान रखें, मानसिक तनाव संभव, कार्य में सावधानी बरतें।	[1210, 324, 1306, 356]
story1-col1	[30, 198, 178, 433]
tender-ecr-lines	[983, 1766, 1139, 1910]
reg-mark-yellow	[66, 2071, 78, 2083]
sign-text: कार्य की अधिकता, नेतृत्व क्षमता बढ़ेगी, शुभ समाचार मिलेगा।	[1210, 668, 1292, 700]
sign-name: मेष	[1151, 198, 1166, 212]
youth-headline: युवक का शव नदी से बरामद	[830, 1602, 959, 1643]
ad-subscribers-label: Subscribers	[277, 85, 330, 95]
cardinal-text: रांची। सामाजिक कार्यकर्ता शरफे आलम ने कार्डिनल टेलेस्फोर पी टोप्पो के आकस्मिक निधन पर अपनी शोक संवेदना प्रकट करते हुए कहा कि राज्य के लिए कार्डिनल टोप्पो का निधन एक अपूरणीय क्षति है। झारखंड में स्वास्थ्य एवं शिक्षा के क्षेत्र में उनका योगदान कभी भुलाया नहीं जा सकता।	[1148, 850, 1310, 942]
it-col1: संघ की ओर से प्राप्त जानकारी के अनुसार जैक सीनियर आइटी ऑफिसर पद पर नियुक्ति का विज्ञापन निकाला है। इसकी नियुक्ति जैक अपने स्तर पर साक्षात्कार के माध्यम से करेगी। इस पद के लिए 7600 का ग्रेड पे निर्धारित है। संघ का कहना है कि यह वेतनमान एक अधिकारी के	[190, 1893, 342, 2010]
decision-item: राँची नगर निगम में प्रोजेक्ट सिटी मैनेजर और अभियंताओं के बकाया वेतन के लिए स्वीकृति।	[358, 1032, 642, 1057]
weather-cell: :	[963, 75, 967, 87]
promo-box[interactable]	[982, 1602, 1140, 1688]
post-col1: कर्मचारी संघ का कहना है कि राज्य सरकार द्वारा साल 2009 में ही परिषद के तृतीय और चतुर्थ वर्गीय कर्मचारियों की नियुक्ति के लिए 352 पद सृजित हैं। उक्त पद के विरुद्ध पहले से काम कर रहे सभी कोटि के कर्मियों के साथ-साथ 15-17 सालों से कार्यरत	[514, 1923, 664, 2025]
